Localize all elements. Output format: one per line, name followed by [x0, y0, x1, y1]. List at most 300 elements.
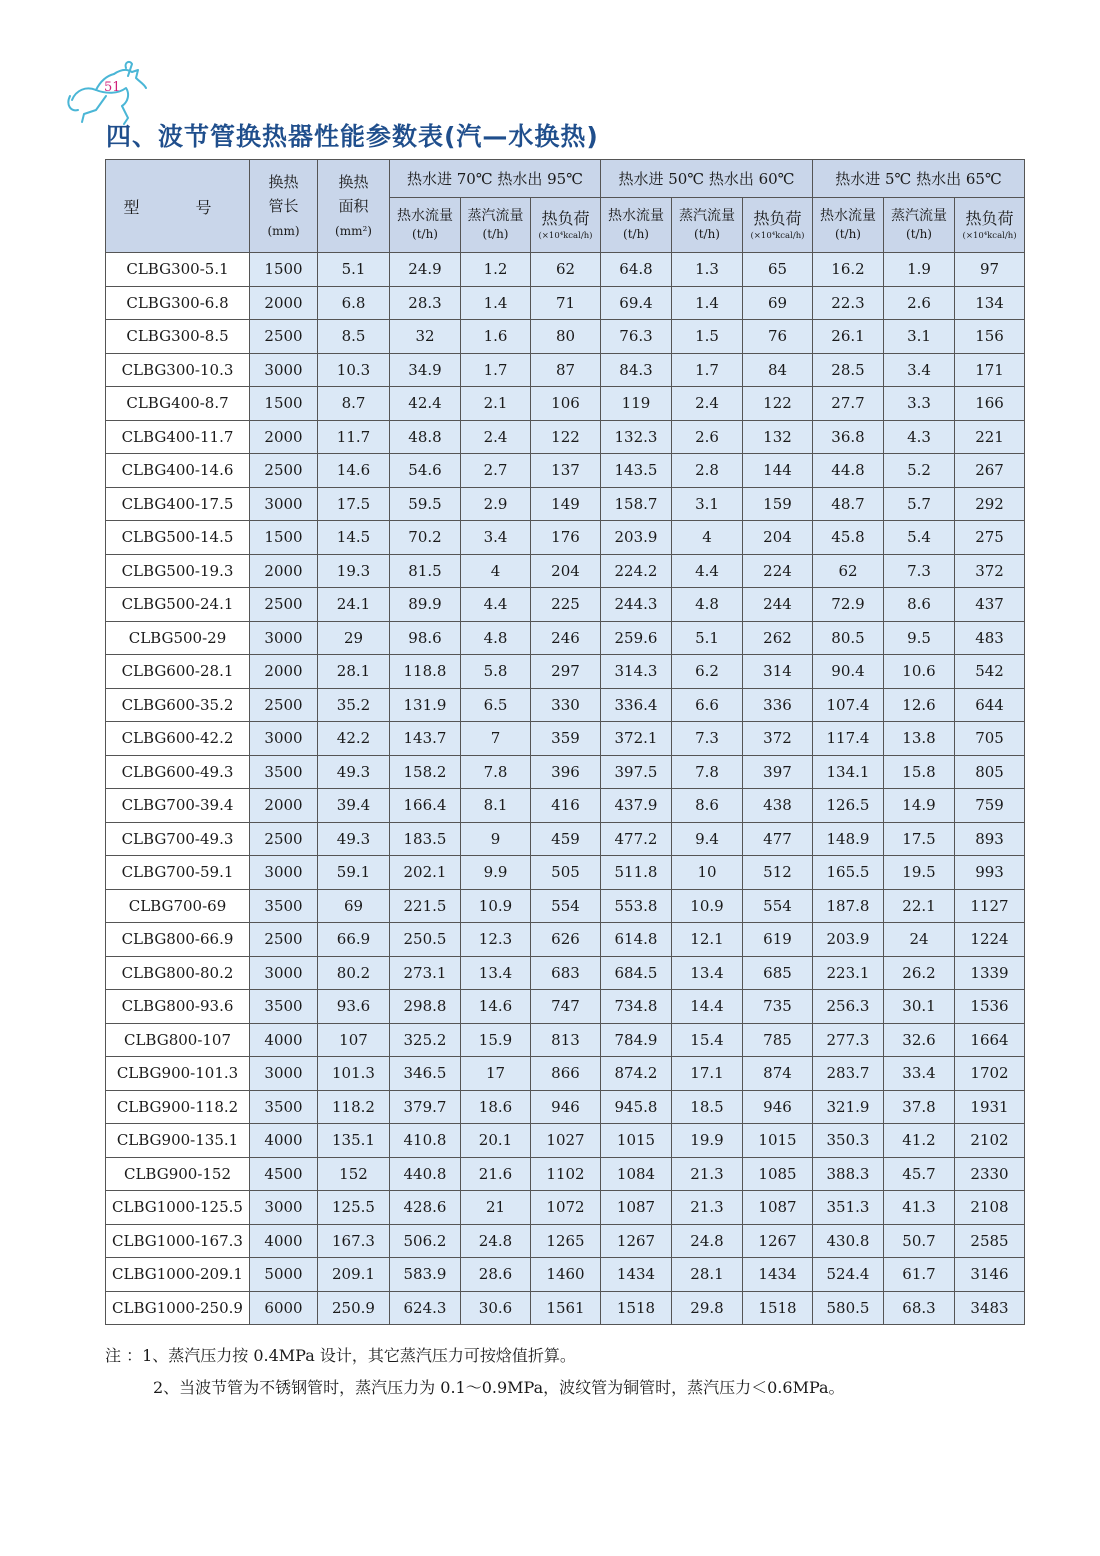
value-cell: 3483: [955, 1291, 1025, 1325]
value-cell: 3.3: [884, 387, 955, 421]
value-cell: 2.7: [461, 454, 531, 488]
value-cell: 10.9: [461, 889, 531, 923]
value-cell: 21: [461, 1191, 531, 1225]
value-cell: 143.7: [390, 722, 461, 756]
value-cell: 49.3: [318, 755, 390, 789]
value-cell: 18.5: [672, 1090, 743, 1124]
value-cell: 24.1: [318, 588, 390, 622]
value-cell: 1500: [250, 387, 318, 421]
value-cell: 785: [743, 1023, 813, 1057]
value-cell: 17.5: [318, 487, 390, 521]
value-cell: 1664: [955, 1023, 1025, 1057]
value-cell: 159: [743, 487, 813, 521]
value-cell: 17: [461, 1057, 531, 1091]
value-cell: 644: [955, 688, 1025, 722]
value-cell: 735: [743, 990, 813, 1024]
value-cell: 122: [743, 387, 813, 421]
value-cell: 29: [318, 621, 390, 655]
value-cell: 1224: [955, 923, 1025, 957]
value-cell: 45.7: [884, 1157, 955, 1191]
value-cell: 2.6: [672, 420, 743, 454]
value-cell: 35.2: [318, 688, 390, 722]
value-cell: 437: [955, 588, 1025, 622]
value-cell: 1518: [743, 1291, 813, 1325]
value-cell: 430.8: [813, 1224, 884, 1258]
model-cell: CLBG700-69: [106, 889, 250, 923]
value-cell: 4.8: [461, 621, 531, 655]
value-cell: 3.1: [672, 487, 743, 521]
value-cell: 945.8: [601, 1090, 672, 1124]
value-cell: 29.8: [672, 1291, 743, 1325]
value-cell: 64.8: [601, 253, 672, 287]
value-cell: 321.9: [813, 1090, 884, 1124]
model-cell: CLBG1000-125.5: [106, 1191, 250, 1225]
value-cell: 8.7: [318, 387, 390, 421]
value-cell: 440.8: [390, 1157, 461, 1191]
value-cell: 5.1: [672, 621, 743, 655]
model-cell: CLBG500-29: [106, 621, 250, 655]
value-cell: 80.5: [813, 621, 884, 655]
value-cell: 397.5: [601, 755, 672, 789]
value-cell: 33.4: [884, 1057, 955, 1091]
model-cell: CLBG600-35.2: [106, 688, 250, 722]
value-cell: 256.3: [813, 990, 884, 1024]
value-cell: 1267: [743, 1224, 813, 1258]
value-cell: 626: [531, 923, 601, 957]
value-cell: 187.8: [813, 889, 884, 923]
value-cell: 14.6: [461, 990, 531, 1024]
value-cell: 314: [743, 655, 813, 689]
model-cell: CLBG800-93.6: [106, 990, 250, 1024]
value-cell: 17.1: [672, 1057, 743, 1091]
model-cell: CLBG500-24.1: [106, 588, 250, 622]
value-cell: 171: [955, 353, 1025, 387]
value-cell: 267: [955, 454, 1025, 488]
value-cell: 209.1: [318, 1258, 390, 1292]
table-row: [106, 253, 1025, 287]
value-cell: 15.8: [884, 755, 955, 789]
page-title: 四、波节管换热器性能参数表(汽—水换热): [106, 122, 599, 151]
value-cell: 1702: [955, 1057, 1025, 1091]
value-cell: 554: [531, 889, 601, 923]
value-cell: 297: [531, 655, 601, 689]
value-cell: 15.9: [461, 1023, 531, 1057]
model-cell: CLBG700-59.1: [106, 856, 250, 890]
value-cell: 1.3: [672, 253, 743, 287]
value-cell: 7.3: [884, 554, 955, 588]
table-row: [106, 956, 1025, 990]
value-cell: 580.5: [813, 1291, 884, 1325]
header-heat-load: 热负荷 (×10⁴kcal/h): [743, 198, 813, 253]
value-cell: 45.8: [813, 521, 884, 555]
value-cell: 30.1: [884, 990, 955, 1024]
value-cell: 1536: [955, 990, 1025, 1024]
value-cell: 152: [318, 1157, 390, 1191]
value-cell: 41.2: [884, 1124, 955, 1158]
value-cell: 4000: [250, 1224, 318, 1258]
value-cell: 24.8: [672, 1224, 743, 1258]
value-cell: 1434: [601, 1258, 672, 1292]
value-cell: 158.2: [390, 755, 461, 789]
table-row: [106, 320, 1025, 354]
table-row: [106, 1023, 1025, 1057]
value-cell: 1027: [531, 1124, 601, 1158]
value-cell: 13.8: [884, 722, 955, 756]
value-cell: 292: [955, 487, 1025, 521]
value-cell: 125.5: [318, 1191, 390, 1225]
value-cell: 6000: [250, 1291, 318, 1325]
value-cell: 2000: [250, 286, 318, 320]
value-cell: 5.8: [461, 655, 531, 689]
value-cell: 3000: [250, 1191, 318, 1225]
value-cell: 28.5: [813, 353, 884, 387]
model-cell: CLBG1000-209.1: [106, 1258, 250, 1292]
value-cell: 158.7: [601, 487, 672, 521]
value-cell: 505: [531, 856, 601, 890]
table-row: [106, 521, 1025, 555]
value-cell: 298.8: [390, 990, 461, 1024]
value-cell: 21.6: [461, 1157, 531, 1191]
value-cell: 80: [531, 320, 601, 354]
value-cell: 97: [955, 253, 1025, 287]
value-cell: 107: [318, 1023, 390, 1057]
value-cell: 1561: [531, 1291, 601, 1325]
model-cell: CLBG400-17.5: [106, 487, 250, 521]
header-model: 型 号: [106, 160, 250, 253]
value-cell: 1127: [955, 889, 1025, 923]
header-water-flow: 热水流量 (t/h): [390, 198, 461, 253]
value-cell: 19.3: [318, 554, 390, 588]
value-cell: 14.6: [318, 454, 390, 488]
value-cell: 2.8: [672, 454, 743, 488]
value-cell: 98.6: [390, 621, 461, 655]
value-cell: 118.8: [390, 655, 461, 689]
value-cell: 5.4: [884, 521, 955, 555]
value-cell: 3000: [250, 487, 318, 521]
value-cell: 66.9: [318, 923, 390, 957]
table-row: [106, 353, 1025, 387]
value-cell: 2500: [250, 688, 318, 722]
value-cell: 379.7: [390, 1090, 461, 1124]
value-cell: 583.9: [390, 1258, 461, 1292]
value-cell: 511.8: [601, 856, 672, 890]
value-cell: 2500: [250, 320, 318, 354]
value-cell: 81.5: [390, 554, 461, 588]
value-cell: 48.8: [390, 420, 461, 454]
value-cell: 87: [531, 353, 601, 387]
value-cell: 13.4: [461, 956, 531, 990]
model-cell: CLBG900-152: [106, 1157, 250, 1191]
value-cell: 4.8: [672, 588, 743, 622]
header-group-50-60: 热水进 50℃ 热水出 60℃: [601, 160, 813, 198]
value-cell: 4.3: [884, 420, 955, 454]
value-cell: 225: [531, 588, 601, 622]
value-cell: 4: [672, 521, 743, 555]
value-cell: 223.1: [813, 956, 884, 990]
header-group-row: [106, 160, 1025, 198]
table-row: [106, 420, 1025, 454]
table-row: [106, 655, 1025, 689]
value-cell: 49.3: [318, 822, 390, 856]
table-row: [106, 1090, 1025, 1124]
value-cell: 62: [531, 253, 601, 287]
value-cell: 19.9: [672, 1124, 743, 1158]
header-area: 换热 面积 (mm²): [318, 160, 390, 253]
value-cell: 50.7: [884, 1224, 955, 1258]
value-cell: 262: [743, 621, 813, 655]
model-cell: CLBG300-5.1: [106, 253, 250, 287]
value-cell: 477.2: [601, 822, 672, 856]
model-cell: CLBG700-39.4: [106, 789, 250, 823]
table-row: [106, 1157, 1025, 1191]
value-cell: 22.1: [884, 889, 955, 923]
value-cell: 19.5: [884, 856, 955, 890]
value-cell: 813: [531, 1023, 601, 1057]
value-cell: 1.9: [884, 253, 955, 287]
value-cell: 1084: [601, 1157, 672, 1191]
value-cell: 437.9: [601, 789, 672, 823]
value-cell: 2102: [955, 1124, 1025, 1158]
value-cell: 372: [955, 554, 1025, 588]
model-cell: CLBG600-42.2: [106, 722, 250, 756]
value-cell: 396: [531, 755, 601, 789]
value-cell: 893: [955, 822, 1025, 856]
value-cell: 506.2: [390, 1224, 461, 1258]
table-row: [106, 1057, 1025, 1091]
value-cell: 554: [743, 889, 813, 923]
table-row: [106, 588, 1025, 622]
model-cell: CLBG500-19.3: [106, 554, 250, 588]
table-row: [106, 1224, 1025, 1258]
value-cell: 1434: [743, 1258, 813, 1292]
value-cell: 9.4: [672, 822, 743, 856]
value-cell: 89.9: [390, 588, 461, 622]
table-row: [106, 1124, 1025, 1158]
value-cell: 44.8: [813, 454, 884, 488]
value-cell: 336.4: [601, 688, 672, 722]
value-cell: 69: [318, 889, 390, 923]
value-cell: 2000: [250, 655, 318, 689]
value-cell: 2585: [955, 1224, 1025, 1258]
value-cell: 144: [743, 454, 813, 488]
value-cell: 5000: [250, 1258, 318, 1292]
value-cell: 250.9: [318, 1291, 390, 1325]
value-cell: 30.6: [461, 1291, 531, 1325]
value-cell: 1085: [743, 1157, 813, 1191]
value-cell: 7.8: [461, 755, 531, 789]
value-cell: 4000: [250, 1124, 318, 1158]
value-cell: 624.3: [390, 1291, 461, 1325]
value-cell: 14.5: [318, 521, 390, 555]
value-cell: 203.9: [601, 521, 672, 555]
value-cell: 619: [743, 923, 813, 957]
value-cell: 275: [955, 521, 1025, 555]
header-heat-load: 热负荷 (×10⁴kcal/h): [531, 198, 601, 253]
value-cell: 244: [743, 588, 813, 622]
value-cell: 2500: [250, 588, 318, 622]
value-cell: 1931: [955, 1090, 1025, 1124]
value-cell: 26.1: [813, 320, 884, 354]
table-row: [106, 286, 1025, 320]
value-cell: 1015: [743, 1124, 813, 1158]
value-cell: 59.5: [390, 487, 461, 521]
value-cell: 135.1: [318, 1124, 390, 1158]
value-cell: 21.3: [672, 1191, 743, 1225]
value-cell: 8.6: [672, 789, 743, 823]
value-cell: 119: [601, 387, 672, 421]
value-cell: 107.4: [813, 688, 884, 722]
value-cell: 684.5: [601, 956, 672, 990]
value-cell: 22.3: [813, 286, 884, 320]
value-cell: 5.7: [884, 487, 955, 521]
header-steam-flow: 蒸汽流量 (t/h): [884, 198, 955, 253]
value-cell: 705: [955, 722, 1025, 756]
value-cell: 1087: [601, 1191, 672, 1225]
value-cell: 866: [531, 1057, 601, 1091]
value-cell: 18.6: [461, 1090, 531, 1124]
model-cell: CLBG800-107: [106, 1023, 250, 1057]
value-cell: 71: [531, 286, 601, 320]
table-row: [106, 889, 1025, 923]
value-cell: 176: [531, 521, 601, 555]
value-cell: 614.8: [601, 923, 672, 957]
value-cell: 6.8: [318, 286, 390, 320]
value-cell: 8.1: [461, 789, 531, 823]
value-cell: 2.9: [461, 487, 531, 521]
performance-table: [105, 159, 1025, 1325]
model-cell: CLBG500-14.5: [106, 521, 250, 555]
value-cell: 134.1: [813, 755, 884, 789]
value-cell: 314.3: [601, 655, 672, 689]
value-cell: 134: [955, 286, 1025, 320]
value-cell: 512: [743, 856, 813, 890]
value-cell: 734.8: [601, 990, 672, 1024]
value-cell: 759: [955, 789, 1025, 823]
value-cell: 68.3: [884, 1291, 955, 1325]
header-steam-flow: 蒸汽流量 (t/h): [672, 198, 743, 253]
value-cell: 118.2: [318, 1090, 390, 1124]
value-cell: 70.2: [390, 521, 461, 555]
value-cell: 84.3: [601, 353, 672, 387]
value-cell: 117.4: [813, 722, 884, 756]
header-water-flow: 热水流量 (t/h): [813, 198, 884, 253]
value-cell: 683: [531, 956, 601, 990]
value-cell: 149: [531, 487, 601, 521]
value-cell: 3500: [250, 1090, 318, 1124]
value-cell: 259.6: [601, 621, 672, 655]
value-cell: 244.3: [601, 588, 672, 622]
value-cell: 4000: [250, 1023, 318, 1057]
value-cell: 143.5: [601, 454, 672, 488]
value-cell: 36.8: [813, 420, 884, 454]
value-cell: 553.8: [601, 889, 672, 923]
value-cell: 3000: [250, 722, 318, 756]
table-row: [106, 856, 1025, 890]
value-cell: 359: [531, 722, 601, 756]
value-cell: 388.3: [813, 1157, 884, 1191]
table-row: [106, 990, 1025, 1024]
value-cell: 874: [743, 1057, 813, 1091]
table-row: [106, 722, 1025, 756]
value-cell: 204: [743, 521, 813, 555]
header-water-flow: 热水流量 (t/h): [601, 198, 672, 253]
value-cell: 250.5: [390, 923, 461, 957]
value-cell: 1.4: [461, 286, 531, 320]
model-cell: CLBG800-66.9: [106, 923, 250, 957]
value-cell: 10: [672, 856, 743, 890]
table-row: [106, 554, 1025, 588]
value-cell: 90.4: [813, 655, 884, 689]
value-cell: 10.6: [884, 655, 955, 689]
value-cell: 8.6: [884, 588, 955, 622]
value-cell: 5.2: [884, 454, 955, 488]
value-cell: 1072: [531, 1191, 601, 1225]
value-cell: 148.9: [813, 822, 884, 856]
value-cell: 874.2: [601, 1057, 672, 1091]
value-cell: 69: [743, 286, 813, 320]
value-cell: 14.4: [672, 990, 743, 1024]
value-cell: 165.5: [813, 856, 884, 890]
model-cell: CLBG1000-167.3: [106, 1224, 250, 1258]
value-cell: 72.9: [813, 588, 884, 622]
value-cell: 2108: [955, 1191, 1025, 1225]
value-cell: 428.6: [390, 1191, 461, 1225]
value-cell: 137: [531, 454, 601, 488]
table-body: [106, 253, 1025, 1325]
value-cell: 2500: [250, 822, 318, 856]
value-cell: 2500: [250, 454, 318, 488]
value-cell: 8.5: [318, 320, 390, 354]
model-cell: CLBG1000-250.9: [106, 1291, 250, 1325]
value-cell: 2330: [955, 1157, 1025, 1191]
header-group-70-95: 热水进 70℃ 热水出 95℃: [390, 160, 601, 198]
value-cell: 7.3: [672, 722, 743, 756]
value-cell: 397: [743, 755, 813, 789]
value-cell: 1.7: [461, 353, 531, 387]
model-cell: CLBG900-135.1: [106, 1124, 250, 1158]
value-cell: 101.3: [318, 1057, 390, 1091]
value-cell: 459: [531, 822, 601, 856]
value-cell: 131.9: [390, 688, 461, 722]
model-cell: CLBG800-80.2: [106, 956, 250, 990]
value-cell: 48.7: [813, 487, 884, 521]
value-cell: 283.7: [813, 1057, 884, 1091]
value-cell: 372.1: [601, 722, 672, 756]
value-cell: 277.3: [813, 1023, 884, 1057]
value-cell: 9.9: [461, 856, 531, 890]
value-cell: 21.3: [672, 1157, 743, 1191]
value-cell: 3000: [250, 1057, 318, 1091]
value-cell: 221.5: [390, 889, 461, 923]
value-cell: 202.1: [390, 856, 461, 890]
value-cell: 416: [531, 789, 601, 823]
table-row: [106, 789, 1025, 823]
value-cell: 24.8: [461, 1224, 531, 1258]
value-cell: 28.1: [672, 1258, 743, 1292]
page-number: 51: [104, 80, 121, 95]
value-cell: 24.9: [390, 253, 461, 287]
value-cell: 3.1: [884, 320, 955, 354]
value-cell: 1.6: [461, 320, 531, 354]
value-cell: 106: [531, 387, 601, 421]
value-cell: 524.4: [813, 1258, 884, 1292]
value-cell: 1102: [531, 1157, 601, 1191]
value-cell: 747: [531, 990, 601, 1024]
value-cell: 132: [743, 420, 813, 454]
value-cell: 10.3: [318, 353, 390, 387]
model-cell: CLBG900-101.3: [106, 1057, 250, 1091]
value-cell: 32.6: [884, 1023, 955, 1057]
